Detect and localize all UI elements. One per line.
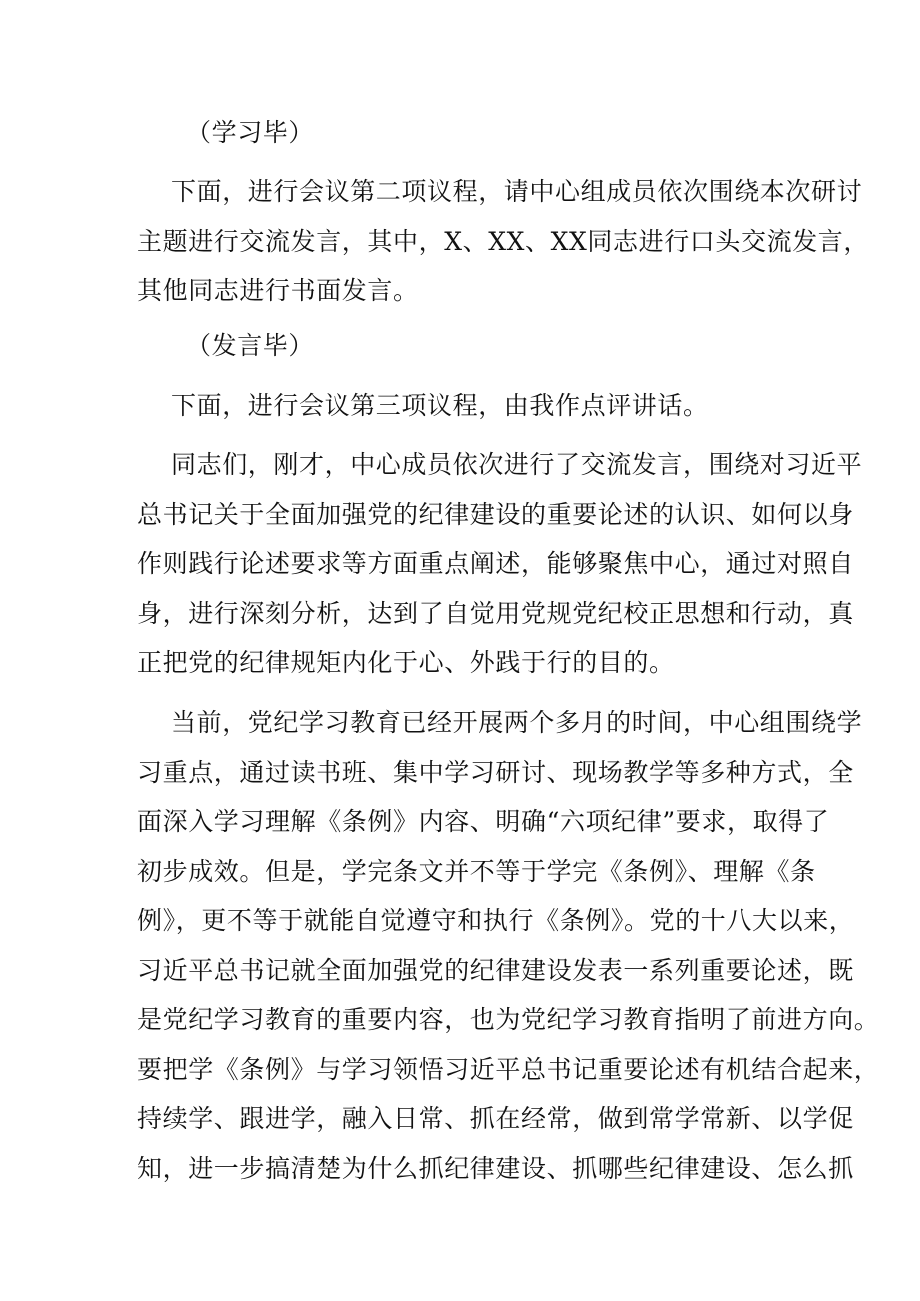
paragraph-third-agenda: 下面，进行会议第三项议程，由我作点评讲话。 (171, 391, 709, 420)
paragraph-second-agenda-line-3: 其他同志进行书面发言。 (137, 276, 419, 305)
paragraph-second-agenda-line-2: 主题进行交流发言，其中，X、XX、XX同志进行口头交流发言， (137, 227, 869, 256)
paragraph-current-line-9: 持续学、跟进学，融入日常、抓在经常，做到常学常新、以学促 (137, 1104, 854, 1133)
paragraph-current-line-8: 要把学《条例》与学习领悟习近平总书记重要论述有机结合起来， (137, 1055, 880, 1084)
study-finished-note: （学习毕） (186, 118, 315, 147)
paragraph-comrades-line-2: 总书记关于全面加强党的纪律建设的重要论述的认识、如何以身 (137, 500, 854, 529)
paragraph-comrades-line-1: 同志们，刚才，中心成员依次进行了交流发言，围绕对习近平 (171, 450, 863, 479)
paragraph-comrades-line-5: 正把党的纪律规矩内化于心、外践于行的目的。 (137, 648, 675, 677)
paragraph-current-line-3: 面深入学习理解《条例》内容、明确“六项纪律”要求，取得了 (137, 807, 830, 836)
paragraph-current-line-7: 是党纪学习教育的重要内容，也为党纪学习教育指明了前进方向。 (137, 1005, 880, 1034)
paragraph-current-line-6: 习近平总书记就全面加强党的纪律建设发表一系列重要论述，既 (137, 956, 854, 985)
paragraph-current-line-5: 例》，更不等于就能自觉遵守和执行《条例》。党的十八大以来， (137, 906, 855, 935)
paragraph-current-line-2: 习重点，通过读书班、集中学习研讨、现场教学等多种方式，全 (137, 758, 854, 787)
paragraph-current-line-1: 当前，党纪学习教育已经开展两个多月的时间，中心组围绕学 (171, 708, 863, 737)
paragraph-comrades-line-4: 身，进行深刻分析，达到了自觉用党规党纪校正思想和行动，真 (137, 599, 854, 628)
speech-finished-note: （发言毕） (186, 331, 315, 360)
paragraph-second-agenda-line-1: 下面，进行会议第二项议程，请中心组成员依次围绕本次研讨 (171, 177, 863, 206)
paragraph-current-line-10: 知，进一步搞清楚为什么抓纪律建设、抓哪些纪律建设、怎么抓 (137, 1154, 854, 1183)
paragraph-current-line-4: 初步成效。但是，学完条文并不等于学完《条例》、理解《条 (137, 857, 816, 886)
paragraph-comrades-line-3: 作则践行论述要求等方面重点阐述，能够聚焦中心，通过对照自 (137, 549, 854, 578)
